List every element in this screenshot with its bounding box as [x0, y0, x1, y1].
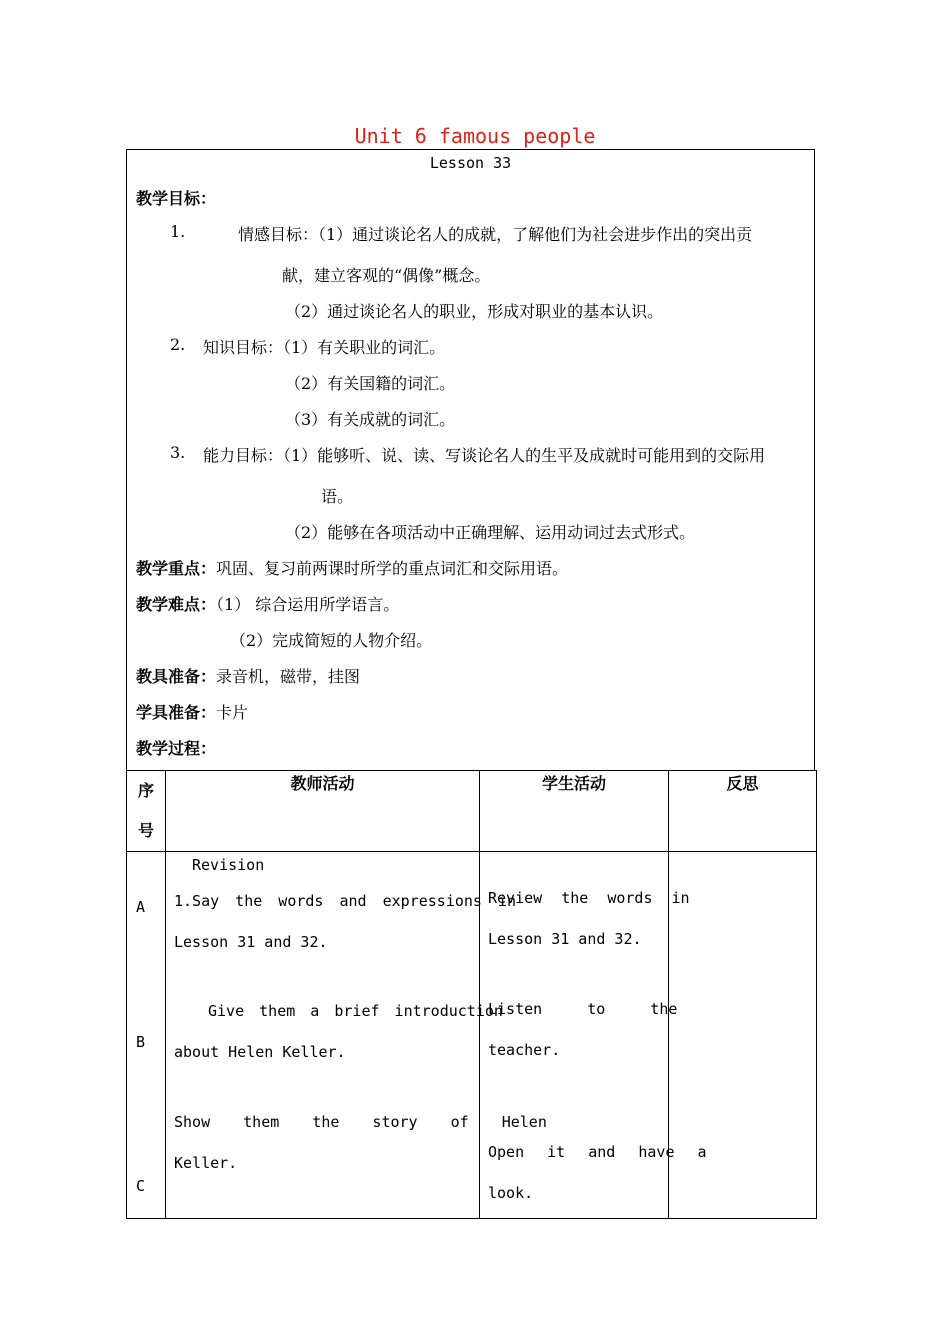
student-activity-column [480, 852, 707, 1219]
step-b: B [136, 1033, 146, 1051]
process-table [126, 770, 817, 1219]
header-student: 学生活动 [480, 771, 669, 852]
student-c-line1: Open it and have a [488, 1143, 707, 1161]
process-table-row [127, 852, 817, 1219]
objective-3-line1: 能力目标：（1）能够听、说、读、写谈论名人的生平及成就时可能用到的交际用 [203, 446, 766, 465]
lesson-heading: Lesson 33 [429, 154, 512, 172]
teacher-a-line1: 1.Say the words and expressions in [174, 892, 517, 910]
header-reflection: 反思 [669, 771, 817, 852]
student-b-line2: teacher. [488, 1041, 561, 1059]
objective-1-line1: 情感目标：（1）通过谈论名人的成就，了解他们为社会进步作出的突出贡 [238, 225, 753, 244]
header-seq-bottom: 号 [137, 821, 154, 840]
teacher-revision: Revision [192, 856, 265, 874]
header-seq-top: 序 [137, 781, 154, 800]
teacher-tools [136, 664, 360, 687]
objective-3-line2: 语。 [321, 487, 354, 506]
teacher-c-line1: Show them the story of Helen [174, 1113, 547, 1131]
student-tools-text: 卡片 [216, 703, 249, 722]
step-column [127, 852, 166, 1219]
teacher-tools-text: 录音机，磁带，挂图 [216, 667, 361, 686]
teacher-tools-label: 教具准备： [136, 667, 217, 686]
objectives-heading: 教学目标： [136, 189, 217, 208]
difficulties-1: （1） 综合运用所学语言。 [216, 595, 400, 614]
key-points-text: 巩固、复习前两课时所学的重点词汇和交际用语。 [216, 559, 569, 578]
teacher-b-line1: Give them a brief introduction [208, 1002, 503, 1020]
student-b-line1: Listen to the [488, 1000, 678, 1018]
difficulties [136, 592, 399, 615]
process-label: 教学过程： [136, 739, 217, 758]
objective-1-line2: 献，建立客观的“偶像”概念。 [282, 266, 491, 285]
objective-1-number: 1. [170, 222, 186, 241]
teacher-a-line2: Lesson 31 and 32. [174, 933, 328, 951]
key-points-label: 教学重点： [136, 559, 217, 578]
student-a-line2: Lesson 31 and 32. [488, 930, 642, 948]
student-tools-label: 学具准备： [136, 703, 217, 722]
process-table-header [127, 771, 817, 852]
objective-2-number: 2. [170, 335, 186, 354]
student-tools [136, 700, 248, 723]
step-c: C [136, 1177, 146, 1195]
difficulties-2: （2）完成简短的人物介绍。 [230, 631, 433, 650]
header-seq [127, 771, 166, 852]
reflection-column [669, 852, 817, 1219]
difficulties-label: 教学难点： [136, 595, 217, 614]
objective-2-line1: 知识目标：（1）有关职业的词汇。 [203, 338, 446, 357]
header-teacher: 教师活动 [166, 771, 480, 852]
student-a-line1: Review the words in [488, 889, 690, 907]
teacher-b-line2: about Helen Keller. [174, 1043, 346, 1061]
objective-2-sub3: （3）有关成就的词汇。 [285, 410, 456, 429]
student-c-line2: look. [488, 1184, 534, 1202]
teacher-c-line2: Keller. [174, 1154, 238, 1172]
key-points [136, 556, 568, 579]
objective-3-number: 3. [170, 443, 186, 462]
objective-1-sub2: （2）通过谈论名人的职业，形成对职业的基本认识。 [285, 302, 664, 321]
objective-2-sub2: （2）有关国籍的词汇。 [285, 374, 456, 393]
objective-3-sub2: （2）能够在各项活动中正确理解、运用动词过去式形式。 [285, 523, 696, 542]
step-a: A [136, 898, 146, 916]
document-title: Unit 6 famous people [354, 124, 596, 148]
